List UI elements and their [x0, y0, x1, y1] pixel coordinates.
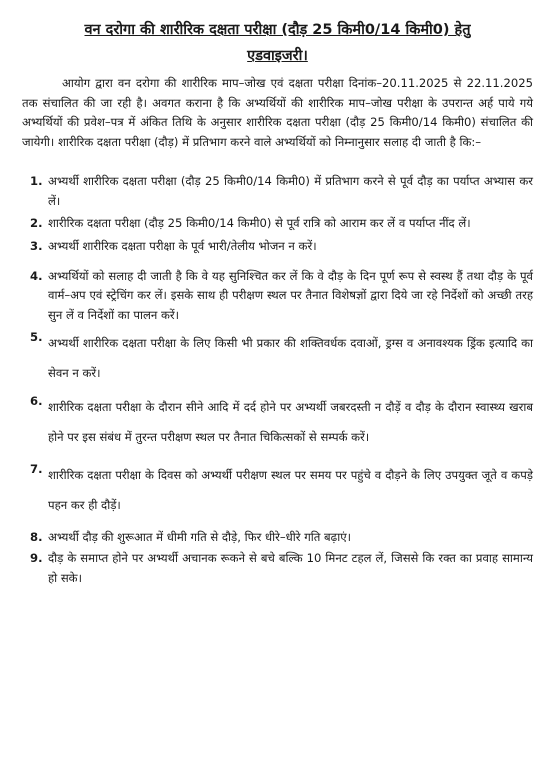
intro-text: आयोग द्वारा वन दरोगा की शारीरिक माप–जोख एवं दक्षता परीक्षा दिनांक–20.11.2025 से 22.11.2025 तक संचालित की जा रही है। अवगत कराना है कि अभ्यर्थियों की शारीरिक माप–जोख परीक्षा के उपरान्त अर्ह पाये गये अभ्यर्थियों की प्रवेश–पत्र में अंकित तिथि के अनुसार शारीरिक दक्षता परीक्षा (दौड़ 25 किमी0/14 किमी0) संचालित की जायेगी। शारीरिक दक्षता परीक्षा (दौड़) में प्रतिभाग करने वाले अभ्यर्थियों को निम्नानुसार सलाह दी जाती है कि:– [22, 76, 533, 149]
item-text: शारीरिक दक्षता परीक्षा (दौड़ 25 किमी0/14 किमी0) से पूर्व रात्रि को आराम कर लें व पर्याप्त नींद लें। [48, 215, 471, 230]
document-title [32, 20, 523, 66]
item-number: 5. [30, 329, 43, 344]
item-number: 6. [30, 393, 43, 408]
item-number: 8. [30, 529, 43, 544]
item-text: अभ्यर्थी दौड़ की शुरूआत में धीमी गति से दौड़े, फिर धीरे–धीरे गति बढ़ाएं। [48, 529, 352, 544]
list-item [22, 392, 533, 452]
list-item [22, 237, 533, 257]
item-number: 2. [30, 215, 43, 230]
list-item [22, 214, 533, 234]
item-text: अभ्यर्थी शारीरिक दक्षता परीक्षा के लिए किसी भी प्रकार की शक्तिवर्धक दवाओं, ड्रग्स व अनावश्यक ड्रिंक इत्यादि का सेवन न करें। [48, 335, 533, 380]
item-number: 9. [30, 551, 43, 566]
list-item [22, 460, 533, 520]
item-number: 1. [30, 174, 43, 189]
item-number: 4. [30, 268, 43, 283]
list-item [22, 528, 533, 548]
list-item [22, 328, 533, 388]
list-item [22, 267, 533, 326]
list-item [22, 549, 533, 588]
title-line-1: वन दरोगा की शारीरिक दक्षता परीक्षा (दौड़ 25 किमी0/14 किमी0) हेतु [84, 22, 471, 38]
title-line-2: एडवाइजरी। [247, 48, 308, 64]
item-number: 3. [30, 239, 43, 254]
item-number: 7. [30, 461, 43, 476]
item-text: शारीरिक दक्षता परीक्षा के दौरान सीने आदि में दर्द होने पर अभ्यर्थी जबरदस्ती न दौड़ें व दौड़ के दौरान स्वास्थ्य खराब होने पर इस संबंध में तुरन्त परीक्षण स्थल पर तैनात चिकित्सकों से सम्पर्क करें। [48, 399, 533, 444]
item-text: अभ्यर्थी शारीरिक दक्षता परीक्षा के पूर्व भारी/तेलीय भोजन न करें। [48, 239, 317, 254]
list-item [22, 172, 533, 211]
item-text: अभ्यर्थी शारीरिक दक्षता परीक्षा (दौड़ 25 किमी0/14 किमी0) में प्रतिभाग करने से पूर्व दौड़ का पर्याप्त अभ्यास कर लें। [48, 174, 533, 208]
item-text: शारीरिक दक्षता परीक्षा के दिवस को अभ्यर्थी परीक्षण स्थल पर समय पर पहुंचे व दौड़ने के लिए उपयुक्त जूते व कपड़े पहन कर ही दौड़ें। [48, 467, 533, 512]
item-text: अभ्यर्थियों को सलाह दी जाती है कि वे यह सुनिश्चित कर लें कि वे दौड़ के दिन पूर्ण रूप से स्वस्थ हैं तथा दौड़ के पूर्व वार्म–अप एवं स्ट्रेचिंग कर लें। इसके साथ ही परीक्षण स्थल पर तैनात विशेषज्ञों द्वारा दिये जा रहे निर्देशों को अच्छी तरह सुन लें व निर्देशों का पालन करें। [48, 268, 533, 322]
advisory-list [22, 172, 533, 588]
intro-paragraph [22, 74, 533, 152]
item-text: दौड़ के समाप्त होने पर अभ्यर्थी अचानक रूकने से बचे बल्कि 10 मिनट टहल लें, जिससे कि रक्त का प्रवाह सामान्य हो सके। [48, 551, 533, 585]
